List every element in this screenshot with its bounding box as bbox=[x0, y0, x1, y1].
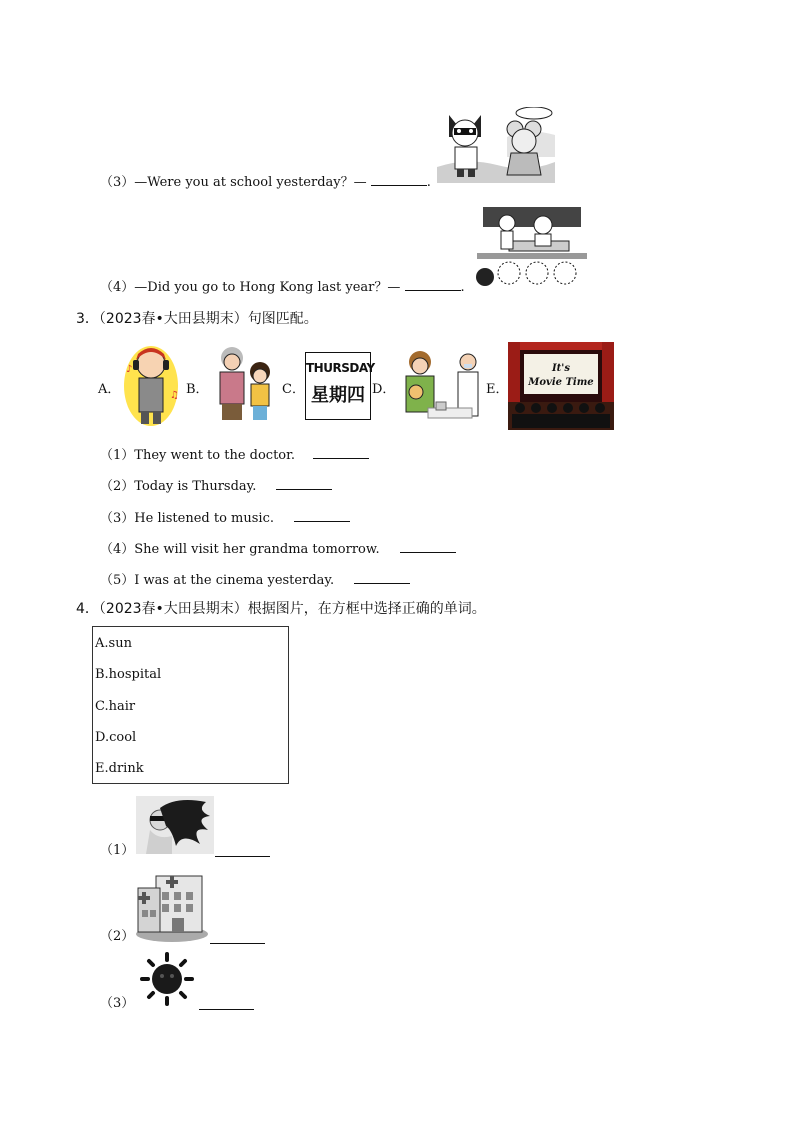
q3-item-3 bbox=[100, 508, 350, 528]
q3-item-4-text: She will visit her grandma tomorrow. bbox=[134, 542, 380, 557]
q3-item-2 bbox=[100, 476, 332, 496]
q2-item-3-text: —Were you at school yesterday？— bbox=[134, 175, 371, 190]
q3-item-1 bbox=[100, 445, 369, 465]
q3-item-2-text: Today is Thursday. bbox=[134, 479, 257, 494]
word-option-a: A.sun bbox=[95, 636, 132, 651]
svg-text:♫: ♫ bbox=[170, 390, 179, 401]
q4-item-3-number: （3） bbox=[100, 996, 135, 1011]
grandma-and-girl-image bbox=[212, 344, 278, 426]
q3-item-1-answer-blank[interactable] bbox=[313, 445, 369, 459]
boy-headphones-image bbox=[122, 342, 180, 428]
q3-item-1-text: They went to the doctor. bbox=[134, 448, 296, 463]
q4-item-1-answer-blank[interactable] bbox=[215, 843, 270, 857]
q3-option-e-label: E． bbox=[486, 382, 509, 397]
thursday-card-image bbox=[305, 352, 375, 420]
q3-item-3-number: （3） bbox=[100, 511, 135, 526]
q2-item-3 bbox=[100, 172, 431, 192]
hair-photo-image bbox=[136, 796, 214, 854]
word-option-b: B.hospital bbox=[95, 667, 162, 682]
q3-option-b-label: B． bbox=[186, 382, 209, 397]
word-bank-box bbox=[92, 626, 289, 784]
word-option-d: D.cool bbox=[95, 730, 137, 745]
q3-option-d-label: D． bbox=[372, 382, 396, 397]
classroom-cartoon-image bbox=[473, 207, 591, 287]
q2-item-3-end: . bbox=[426, 175, 431, 190]
q4-title: 4．（2023春•大田县期末）根据图片，在方框中选择正确的单词。 bbox=[76, 601, 486, 617]
q3-item-1-number: （1） bbox=[100, 448, 135, 463]
word-option-c: C.hair bbox=[95, 699, 136, 714]
svg-text:♪: ♪ bbox=[126, 364, 133, 375]
q3-item-5-number: （5） bbox=[100, 573, 135, 588]
q2-item-4-text: —Did you go to Hong Kong last year？— bbox=[134, 280, 405, 295]
cat-and-mouse-cartoon-image bbox=[437, 107, 555, 183]
q2-item-4-end: . bbox=[460, 280, 465, 295]
q3-item-2-answer-blank[interactable] bbox=[276, 476, 332, 490]
q3-item-5 bbox=[100, 570, 410, 590]
q3-item-4-number: （4） bbox=[100, 542, 135, 557]
q4-item-1-number: （1） bbox=[100, 843, 135, 858]
q2-item-4-number: （4） bbox=[100, 280, 135, 295]
q4-item-2-answer-blank[interactable] bbox=[210, 930, 265, 944]
q3-option-c-label: C． bbox=[282, 382, 305, 397]
q3-item-4-answer-blank[interactable] bbox=[400, 539, 456, 553]
q3-item-5-text: I was at the cinema yesterday. bbox=[134, 573, 335, 588]
thursday-card-chinese: 星期四 bbox=[311, 385, 365, 406]
q4-item-2-number: （2） bbox=[100, 929, 135, 944]
q4-item-2 bbox=[100, 928, 134, 946]
cinema-text-movie-time: Movie Time bbox=[528, 377, 594, 388]
q2-item-3-number: （3） bbox=[100, 175, 135, 190]
q2-item-4-answer-blank[interactable] bbox=[405, 277, 461, 291]
q3-item-3-answer-blank[interactable] bbox=[294, 508, 350, 522]
word-option-e: E.drink bbox=[95, 761, 144, 776]
q3-title: 3．（2023春•大田县期末）句图匹配。 bbox=[76, 311, 318, 327]
cinema-text-its: It's bbox=[552, 363, 570, 374]
q3-item-5-answer-blank[interactable] bbox=[354, 570, 410, 584]
sun-image bbox=[136, 952, 198, 1006]
q4-item-1 bbox=[100, 842, 134, 860]
q2-item-3-answer-blank[interactable] bbox=[371, 172, 427, 186]
hospital-image bbox=[136, 870, 208, 942]
doctor-visit-image bbox=[398, 348, 482, 424]
thursday-card-english: THURSDAY bbox=[306, 361, 375, 375]
q4-item-3 bbox=[100, 995, 134, 1013]
q3-item-4 bbox=[100, 539, 456, 559]
cinema-movie-time-image bbox=[508, 342, 614, 430]
q3-item-2-number: （2） bbox=[100, 479, 135, 494]
q3-option-a-label: A． bbox=[98, 382, 121, 397]
q4-item-3-answer-blank[interactable] bbox=[199, 996, 254, 1010]
q3-item-3-text: He listened to music. bbox=[134, 511, 274, 526]
q2-item-4 bbox=[100, 277, 465, 297]
